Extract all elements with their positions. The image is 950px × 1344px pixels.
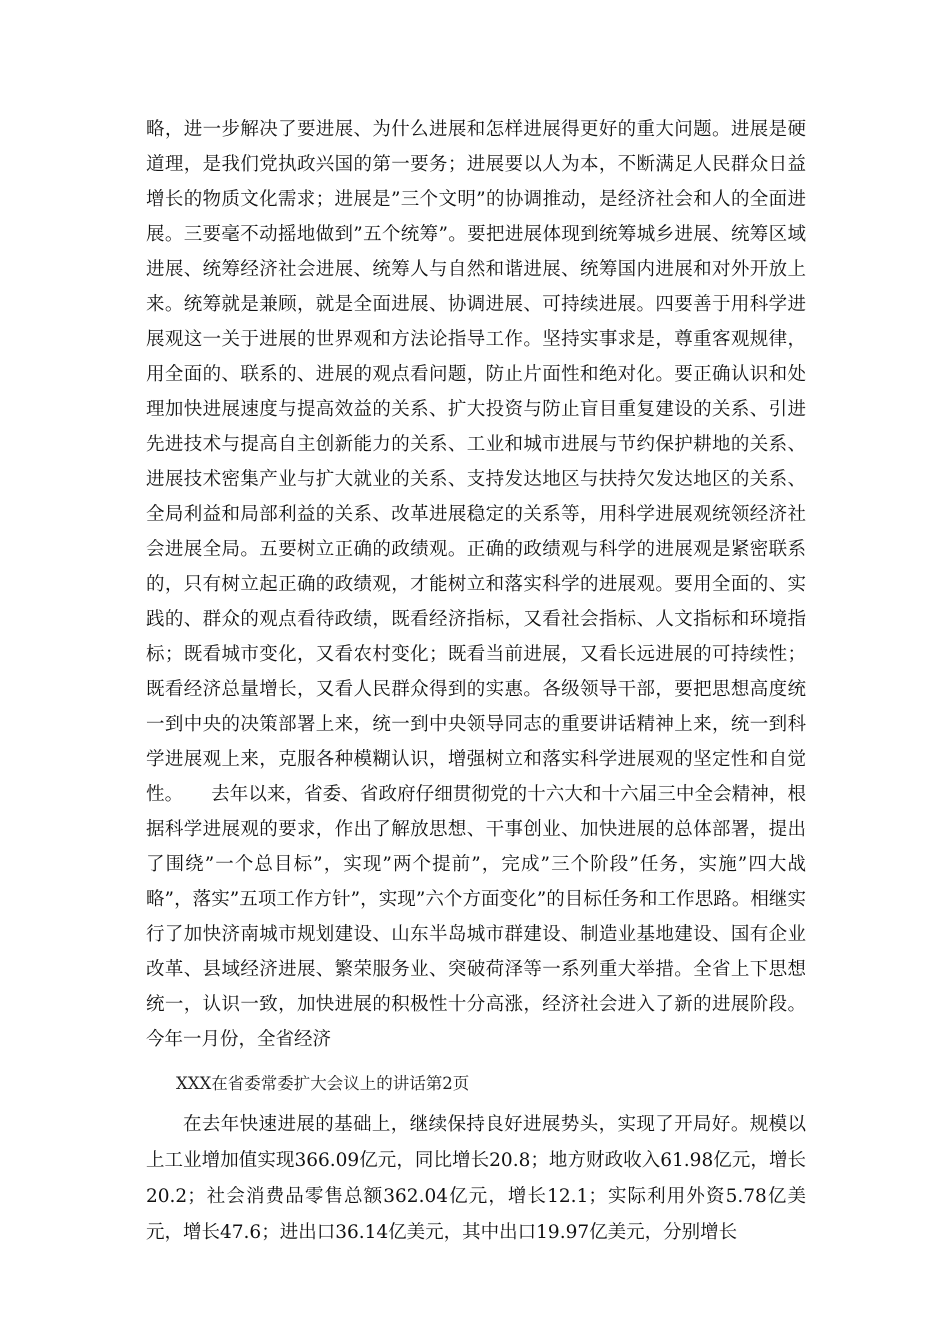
document-page [146,112,806,1251]
body-paragraph-continued: 在去年快速进展的基础上，继续保持良好进展势头，实现了开局好。规模以上工业增加值实现366.09亿元，同比增长20.8；地方财政收入61.98亿元，增长20.2；社会消费品零售总额362.04亿元，增长12.1；实际利用外资5.78亿美元，增长47.6；进出口36.14亿美元，其中出口19.97亿美元，分别增长 [146,1114,806,1243]
page-heading: XXX在省委常委扩大会议上的讲话第2页 [176,1074,470,1093]
body-paragraph: 略，进一步解决了要进展、为什么进展和怎样进展得更好的重大问题。进展是硬道理，是我们党执政兴国的第一要务；进展要以人为本，不断满足人民群众日益增长的物质文化需求；进展是”三个文明”的协调推动，是经济社会和人的全面进展。三要毫不动摇地做到”五个统筹”。要把进展体现到统筹城乡进展、统筹区域进展、统筹经济社会进展、统筹人与自然和谐进展、统筹国内进展和对外开放上来。统筹就是兼顾，就是全面进展、协调进展、可持续进展。四要善于用科学进展观这一关于进展的世界观和方法论指导工作。坚持实事求是，尊重客观规律，用全面的、联系的、进展的观点看问题，防止片面性和绝对化。要正确认识和处理加快进展速度与提高效益的关系、扩大投资与防止盲目重复建设的关系、引进先进技术与提高自主创新能力的关系、工业和城市进展与节约保护耕地的关系、进展技术密集产业与扩大就业的关系、支持发达地区与扶持欠发达地区的关系、全局利益和局部利益的关系、改革进展稳定的关系等，用科学进展观统领经济社会进展全局。五要树立正确的政绩观。正确的政绩观与科学的进展观是紧密联系的，只有树立起正确的政绩观，才能树立和落实科学的进展观。要用全面的、实践的、群众的观点看待政绩，既看经济指标，又看社会指标、人文指标和环境指标；既看城市变化，又看农村变化；既看当前进展，又看长远进展的可持续性；既看经济总量增长，又看人民群众得到的实惠。各级领导干部，要把思想高度统一到中央的决策部署上来，统一到中央领导同志的重要讲话精神上来，统一到科学进展观上来，克服各种模糊认识，增强树立和落实科学进展观的坚定性和自觉性。 去年以来，省委、省政府仔细贯彻党的十六大和十六届三中全会精神，根据科学进展观的要求，作出了解放思想、干事创业、加快进展的总体部署，提出了围绕”一个总目标”，实现”两个提前”，完成”三个阶段”任务，实施”四大战略”，落实”五项工作方针”，实现”六个方面变化”的目标任务和工作思路。相继实行了加快济南城市规划建设、山东半岛城市群建设、制造业基地建设、国有企业改革、县域经济进展、繁荣服务业、突破荷泽等一系列重大举措。全省上下思想统一，认识一致，加快进展的积极性十分高涨，经济社会进入了新的进展阶段。今年一月份，全省经济 [146,119,806,1050]
